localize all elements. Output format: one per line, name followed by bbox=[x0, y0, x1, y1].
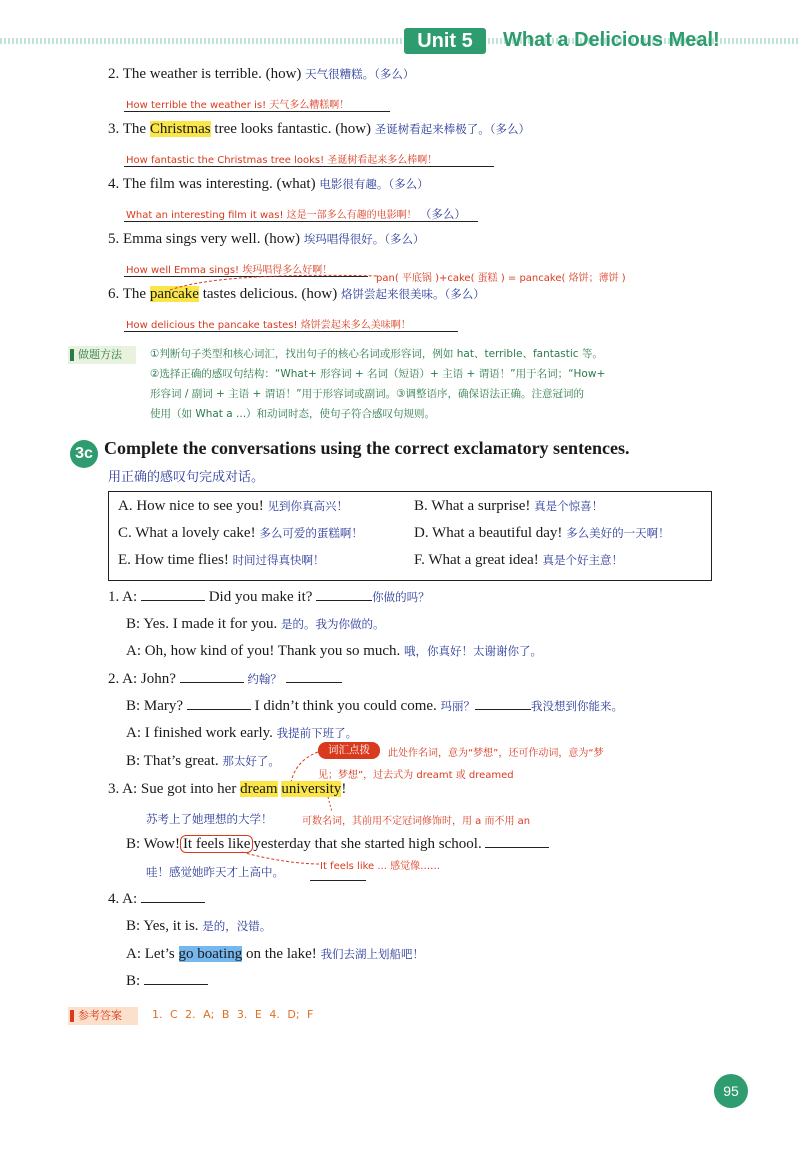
pancake-word-note: pan( 平底锅 )+cake( 蛋糕 ) = pancake( 烙饼；薄饼 ) bbox=[376, 273, 626, 284]
speaker-line: A: Oh, how kind of you! Thank you so much. bbox=[126, 643, 401, 659]
speaker-line: B: Mary? bbox=[126, 698, 184, 714]
question-translation: 电影很有趣。（多么） bbox=[319, 177, 429, 191]
option-text: C. What a lovely cake! bbox=[118, 525, 256, 541]
speaker-line: A: Let’s bbox=[126, 946, 179, 962]
answer-blank[interactable] bbox=[485, 846, 549, 848]
exercise-2-question bbox=[108, 66, 414, 83]
line-translation: 我提前下班了。 bbox=[276, 726, 358, 740]
question-text: 3. The bbox=[108, 121, 150, 137]
speaker-line: on the lake! bbox=[242, 946, 317, 962]
option-text: B. What a surprise! bbox=[414, 498, 531, 514]
unit-badge: Unit 5 bbox=[404, 28, 486, 54]
tips-line-1: ①判断句子类型和核心词汇，找出句子的核心名词或形容词，例如 hat、terrible、fantastic 等。 bbox=[150, 348, 603, 360]
answer-line bbox=[124, 111, 390, 112]
conv-4-a bbox=[108, 891, 205, 908]
conv-4-c bbox=[126, 946, 424, 963]
question-text: tastes delicious. (how) bbox=[198, 286, 338, 302]
option-e bbox=[118, 552, 325, 569]
conv-4-b bbox=[126, 918, 271, 935]
translation-blank bbox=[310, 880, 366, 881]
translation-blank bbox=[286, 681, 342, 683]
section-subtitle: 用正确的感叹句完成对话。 bbox=[108, 470, 265, 485]
key-dot bbox=[70, 1010, 74, 1022]
speaker-line: yesterday that she started high school. bbox=[253, 836, 482, 852]
speaker-line: Did you make it? bbox=[208, 589, 313, 605]
feels-like-note: It feels like ... 感觉像…… bbox=[320, 861, 441, 872]
option-a bbox=[118, 498, 348, 515]
exercise-2-answer: How terrible the weather is! 天气多么糟糕啊！ bbox=[126, 100, 350, 111]
answer-text: What an interesting film it was! 这是一部多么有趣的电影啊！ bbox=[126, 210, 417, 221]
option-text: F. What a great idea! bbox=[414, 552, 539, 568]
tips-line-3: 形容词 / 副词 + 主语 + 谓语！”用于形容词或副词。③调整语序，确保语法正确。注意冠词的 bbox=[150, 388, 585, 400]
answer-key-label-text: 参考答案 bbox=[78, 1009, 122, 1022]
tips-line-4: 使用（如 What a ...）和动词时态，使句子符合感叹句规则。 bbox=[150, 408, 436, 420]
pancake-connector bbox=[150, 270, 380, 292]
question-translation: 烙饼尝起来很美味。（多么） bbox=[341, 287, 485, 301]
option-translation: 多么可爱的蛋糕啊！ bbox=[259, 526, 363, 540]
answer-line bbox=[124, 331, 458, 332]
answer-note: （多么） bbox=[419, 207, 466, 221]
conv-3-a-translation: 苏考上了她理想的大学！ bbox=[146, 812, 273, 826]
tips-label-text: 做题方法 bbox=[78, 348, 122, 361]
question-text: tree looks fantastic. (how) bbox=[210, 121, 372, 137]
highlight-pancake: pancake bbox=[149, 286, 199, 302]
translation-blank bbox=[475, 708, 531, 710]
conv-1-a bbox=[108, 589, 430, 606]
conv-4-d bbox=[126, 973, 208, 990]
question-translation: 圣诞树看起来棒极了。（多么） bbox=[374, 122, 531, 136]
university-note: 可数名词，其前用不定冠词修饰时，用 a 而不用 an bbox=[302, 816, 531, 827]
speaker-line: B: bbox=[126, 973, 141, 989]
exercise-5-answer: How well Emma sings! 埃玛唱得多么好啊！ bbox=[126, 265, 333, 276]
exercise-4-answer bbox=[126, 206, 466, 222]
speaker-line: A: I finished work early. bbox=[126, 725, 273, 741]
option-c bbox=[118, 525, 363, 542]
tips-line-2: ②选择正确的感叹句结构：“What+ 形容词 + 名词（短语）+ 主语 + 谓语！”用于名词；“How+ bbox=[150, 368, 606, 380]
vocab-tip-label: 词汇点拨 bbox=[318, 742, 380, 759]
option-b bbox=[414, 498, 603, 515]
exercise-3-question bbox=[108, 121, 530, 138]
answer-blank[interactable] bbox=[180, 681, 244, 683]
vocab-tip-line-1: 此处作名词，意为“梦想”，还可作动词，意为“梦 bbox=[388, 748, 604, 759]
speaker-line: 3. A: Sue got into her bbox=[108, 781, 241, 797]
conv-1-c bbox=[126, 643, 542, 660]
line-translation: 哦，你真好！太谢谢你了。 bbox=[404, 644, 543, 658]
page-number: 95 bbox=[714, 1074, 748, 1108]
highlight-go-boating: go boating bbox=[178, 946, 243, 962]
answer-line bbox=[124, 221, 478, 222]
highlight-christmas: Christmas bbox=[149, 121, 211, 137]
answer-blank[interactable] bbox=[187, 708, 251, 710]
university-connector bbox=[318, 796, 338, 814]
conv-3-b-translation: 哇！感觉她昨天才上高中。 bbox=[146, 865, 284, 879]
section-badge: 3c bbox=[70, 440, 98, 468]
exercise-5-question bbox=[108, 231, 425, 248]
speaker-line: ! bbox=[341, 781, 347, 797]
question-text: 5. Emma sings very well. (how) bbox=[108, 231, 301, 247]
question-translation: 天气很糟糕。（多么） bbox=[305, 67, 415, 81]
exercise-4-question bbox=[108, 176, 429, 193]
tips-dot bbox=[70, 349, 74, 361]
tips-label bbox=[68, 346, 136, 364]
option-d bbox=[414, 525, 670, 542]
speaker-line: 1. A: bbox=[108, 589, 138, 605]
answer-blank[interactable] bbox=[141, 901, 205, 903]
highlight-university: university bbox=[281, 781, 342, 797]
line-translation: 你做的吗？ bbox=[372, 590, 430, 604]
answer-key-label bbox=[68, 1007, 138, 1025]
exercise-6-answer: How delicious the pancake tastes! 烙饼尝起来多么美味啊！ bbox=[126, 320, 411, 331]
answer-line bbox=[124, 166, 494, 167]
option-f bbox=[414, 552, 623, 569]
translation-blank bbox=[316, 599, 372, 601]
conv-2-d bbox=[126, 753, 280, 770]
option-text: A. How nice to see you! bbox=[118, 498, 264, 514]
speaker-line: 4. A: bbox=[108, 891, 138, 907]
conv-2-c bbox=[126, 725, 357, 742]
option-text: D. What a beautiful day! bbox=[414, 525, 563, 541]
answer-blank[interactable] bbox=[144, 983, 208, 985]
speaker-line: I didn’t think you could come. bbox=[254, 698, 437, 714]
option-translation: 多么美好的一天啊！ bbox=[566, 526, 670, 540]
conv-2-a bbox=[108, 671, 342, 688]
question-text: 2. The weather is terrible. (how) bbox=[108, 66, 302, 82]
line-translation: 玛丽？ bbox=[440, 699, 476, 713]
question-text: 4. The film was interesting. (what) bbox=[108, 176, 316, 192]
option-translation: 见到你真高兴！ bbox=[267, 499, 349, 513]
question-text: 6. The bbox=[108, 286, 150, 302]
line-translation: 那太好了。 bbox=[222, 754, 280, 768]
option-translation: 时间过得真快啊！ bbox=[232, 553, 325, 567]
conv-2-b bbox=[126, 698, 623, 715]
speaker-line: B: That’s great. bbox=[126, 753, 219, 769]
speaker-line: B: Yes, it is. bbox=[126, 918, 199, 934]
feels-like-connector bbox=[240, 850, 324, 870]
conv-3-b bbox=[126, 836, 549, 853]
circled-phrase: It feels like bbox=[180, 835, 253, 853]
speaker-line: B: Yes. I made it for you. bbox=[126, 616, 278, 632]
option-translation: 真是个好主意！ bbox=[542, 553, 623, 567]
line-translation: 约翰？ bbox=[247, 672, 282, 686]
line-translation: 我们去湖上划船吧！ bbox=[320, 947, 425, 961]
option-text: E. How time flies! bbox=[118, 552, 229, 568]
vocab-tip-line-2: 见；梦想”，过去式为 dreamt 或 dreamed bbox=[318, 770, 514, 781]
answer-blank[interactable] bbox=[141, 599, 205, 601]
line-translation: 是的。我为你做的。 bbox=[281, 617, 385, 631]
option-translation: 真是个惊喜！ bbox=[534, 499, 604, 513]
speaker-line: 2. A: John? bbox=[108, 671, 176, 687]
highlight-dream: dream bbox=[240, 781, 278, 797]
exercise-3-answer: How fantastic the Christmas tree looks! 圣诞树看起来多么棒啊！ bbox=[126, 155, 438, 166]
line-translation: 是的，没错。 bbox=[202, 919, 272, 933]
question-translation: 埃玛唱得很好。（多么） bbox=[303, 232, 425, 246]
section-title: Complete the conversations using the correct exclamatory sentences. bbox=[104, 438, 630, 458]
conv-1-b bbox=[126, 616, 385, 633]
speaker-line: B: Wow! bbox=[126, 836, 180, 852]
answer-key-values: 1. C 2. A; B 3. E 4. D; F bbox=[152, 1008, 314, 1021]
conv-3-a bbox=[108, 781, 346, 798]
unit-title: What a Delicious Meal! bbox=[503, 29, 720, 51]
line-translation: 我没想到你能来。 bbox=[531, 699, 624, 713]
